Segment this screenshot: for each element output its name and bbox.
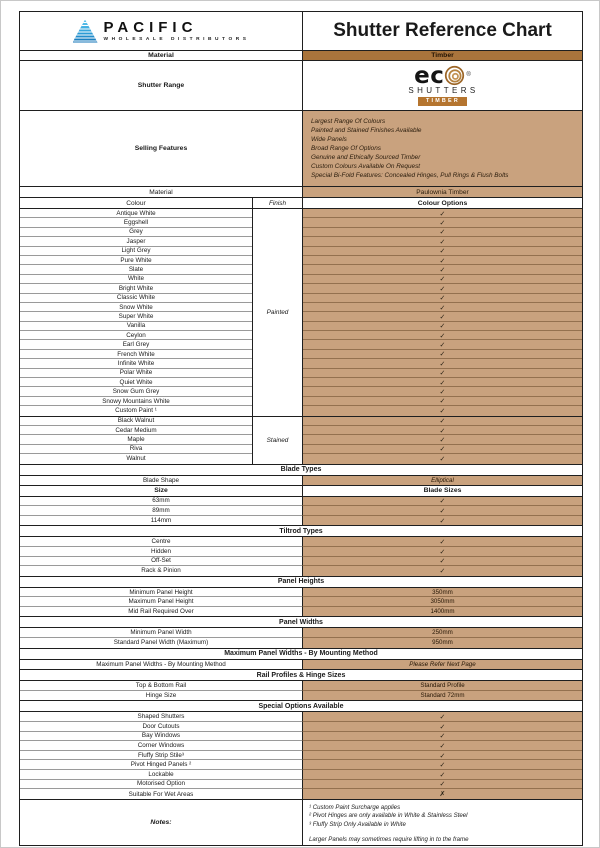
panel-widths-header: Panel Widths bbox=[20, 616, 582, 627]
max-panel-width-rows bbox=[20, 659, 582, 670]
max-panel-widths-header: Maximum Panel Widths - By Mounting Method bbox=[20, 648, 582, 659]
selling-feature-item: Custom Colours Available On Request bbox=[311, 163, 421, 170]
colour-name-cell: Snow White bbox=[20, 303, 252, 312]
spec-label: Lockable bbox=[20, 770, 302, 780]
page-title: Shutter Reference Chart bbox=[302, 12, 582, 50]
colour-option-cell bbox=[303, 275, 582, 284]
colour-option-cell bbox=[303, 397, 582, 406]
footnote-line: ³ Fluffy Strip Only Available in White bbox=[309, 820, 406, 828]
spec-row bbox=[20, 660, 582, 670]
shutter-range-row bbox=[20, 60, 582, 110]
spec-label: Minimum Panel Width bbox=[20, 628, 302, 638]
pacific-triangle-icon bbox=[73, 20, 98, 43]
eco-wood-rings-icon bbox=[444, 65, 465, 86]
colour-name-cell: Cedar Medium bbox=[20, 426, 252, 435]
colour-name-cell: Maple bbox=[20, 435, 252, 444]
check-icon: ✓ bbox=[439, 769, 446, 779]
colour-option-cell bbox=[303, 209, 582, 218]
colour-option-cell bbox=[303, 312, 582, 321]
spec-row bbox=[20, 789, 582, 799]
material-detail-label: Material bbox=[149, 188, 173, 196]
colour-option-cell bbox=[303, 294, 582, 303]
spec-label: Bay Windows bbox=[20, 732, 302, 742]
spec-row bbox=[20, 506, 582, 516]
spec-row bbox=[20, 607, 582, 617]
colour-name-cell: Super White bbox=[20, 312, 252, 321]
selling-feature-item: Genuine and Ethically Sourced Timber bbox=[311, 154, 421, 161]
check-icon: ✓ bbox=[439, 740, 446, 750]
colour-option-cell bbox=[303, 265, 582, 274]
check-icon: ✓ bbox=[439, 515, 446, 525]
check-icon: ✓ bbox=[439, 264, 446, 274]
colour-option-cell bbox=[303, 331, 582, 340]
colour-option-cell bbox=[303, 378, 582, 387]
colour-name-column bbox=[20, 209, 252, 416]
blade-size-rows bbox=[20, 496, 582, 526]
spec-row bbox=[20, 732, 582, 742]
check-icon: ✓ bbox=[439, 377, 446, 387]
check-icon: ✓ bbox=[439, 368, 446, 378]
spec-label: Centre bbox=[20, 537, 302, 547]
spec-row bbox=[20, 741, 582, 751]
spec-value bbox=[302, 547, 582, 557]
spec-label: Motorised Option bbox=[20, 780, 302, 790]
check-icon: ✓ bbox=[439, 731, 446, 741]
colour-name-cell: Quiet White bbox=[20, 378, 252, 387]
painted-colours-group bbox=[20, 208, 582, 416]
check-icon: ✓ bbox=[439, 208, 446, 218]
check-icon: ✓ bbox=[439, 358, 446, 368]
material-detail-row bbox=[20, 186, 582, 197]
special-options-header: Special Options Available bbox=[20, 700, 582, 711]
spec-value bbox=[302, 732, 582, 742]
colour-name-cell: Custom Paint ¹ bbox=[115, 407, 157, 415]
shutter-range-value bbox=[302, 61, 582, 110]
check-icon: ✓ bbox=[439, 425, 446, 435]
header-row bbox=[20, 12, 582, 50]
check-icon: ✓ bbox=[439, 721, 446, 731]
finish-column-header: Finish bbox=[252, 198, 302, 208]
spec-row bbox=[20, 712, 582, 722]
check-icon: ✓ bbox=[439, 444, 446, 454]
colour-name-cell: Vanilla bbox=[20, 322, 252, 331]
spec-label: Maximum Panel Height bbox=[20, 597, 302, 607]
spec-label: Pivot Hinged Panels ² bbox=[20, 760, 302, 770]
panel-height-rows bbox=[20, 587, 582, 617]
spec-row bbox=[20, 588, 582, 598]
check-icon: ✓ bbox=[439, 779, 446, 789]
colour-name-cell: Light Grey bbox=[20, 247, 252, 256]
tiltrod-rows bbox=[20, 536, 582, 575]
spec-label: Maximum Panel Widths - By Mounting Method bbox=[96, 660, 226, 668]
colour-option-cell bbox=[303, 247, 582, 256]
footnote-line: ² Pivot Hinges are only available in White & Stainless Steel bbox=[309, 812, 468, 820]
spec-value: Standard Profile bbox=[302, 681, 582, 691]
check-icon: ✓ bbox=[439, 454, 446, 464]
colour-option-cell bbox=[303, 369, 582, 378]
colour-name-cell: Pure White bbox=[20, 256, 252, 265]
spec-row bbox=[20, 780, 582, 790]
check-icon: ✓ bbox=[439, 293, 446, 303]
colour-option-cell bbox=[303, 322, 582, 331]
colour-name-cell: French White bbox=[20, 350, 252, 359]
check-icon: ✓ bbox=[439, 537, 446, 547]
colour-option-cell bbox=[303, 417, 582, 426]
colour-option-cell bbox=[303, 218, 582, 227]
spec-row bbox=[20, 638, 582, 648]
spec-value: 250mm bbox=[302, 628, 582, 638]
spec-row bbox=[20, 691, 582, 701]
check-icon: ✓ bbox=[439, 246, 446, 256]
spec-row bbox=[20, 770, 582, 780]
spec-value: 3050mm bbox=[302, 597, 582, 607]
notes-body bbox=[302, 800, 582, 845]
spec-label: Hidden bbox=[20, 547, 302, 557]
spec-label: 63mm bbox=[20, 497, 302, 507]
spec-row bbox=[20, 537, 582, 547]
spec-row bbox=[20, 722, 582, 732]
check-icon: ✓ bbox=[439, 566, 446, 576]
spec-row bbox=[20, 751, 582, 761]
cross-icon: ✗ bbox=[439, 789, 446, 799]
spec-label: Hinge Size bbox=[145, 692, 177, 700]
colour-name-cell: Jasper bbox=[20, 237, 252, 246]
colour-name-cell: Classic White bbox=[20, 294, 252, 303]
blade-types-header: Blade Types bbox=[20, 464, 582, 475]
rail-hinge-header: Rail Profiles & Hinge Sizes bbox=[20, 669, 582, 680]
blade-sizes-label: Blade Sizes bbox=[302, 486, 582, 496]
size-header-row bbox=[20, 485, 582, 496]
spec-value: 350mm bbox=[302, 588, 582, 598]
spec-value bbox=[302, 789, 582, 799]
check-icon: ✓ bbox=[439, 311, 446, 321]
colour-table-header bbox=[20, 197, 582, 208]
eco-shutters-word: SHUTTERS bbox=[408, 86, 479, 96]
notes-row bbox=[20, 799, 582, 845]
colour-option-cell bbox=[303, 454, 582, 463]
check-icon: ✓ bbox=[439, 546, 446, 556]
selling-features-list bbox=[302, 111, 582, 186]
colour-option-column bbox=[302, 209, 582, 416]
colour-name-cell: Grey bbox=[20, 228, 252, 237]
size-label: Size bbox=[154, 487, 168, 495]
spec-label: Door Cutouts bbox=[20, 722, 302, 732]
spec-row bbox=[20, 516, 582, 526]
check-icon: ✓ bbox=[439, 496, 446, 506]
spec-value bbox=[302, 566, 582, 576]
colour-option-cell bbox=[303, 228, 582, 237]
check-icon: ✓ bbox=[439, 321, 446, 331]
eco-timber-badge: TIMBER bbox=[418, 97, 467, 106]
colour-name-cell: Polar White bbox=[20, 369, 252, 378]
colour-name-cell: Walnut bbox=[126, 455, 146, 463]
spec-label: Mid Rail Required Over bbox=[128, 608, 194, 616]
spec-row bbox=[20, 557, 582, 567]
colour-name-cell: Riva bbox=[20, 445, 252, 454]
spec-value bbox=[302, 780, 582, 790]
colour-name-cell: White bbox=[20, 275, 252, 284]
check-icon: ✓ bbox=[439, 330, 446, 340]
spec-value bbox=[302, 516, 582, 526]
shutter-range-label: Shutter Range bbox=[137, 82, 185, 89]
notes-label: Notes: bbox=[150, 818, 172, 826]
check-icon: ✓ bbox=[439, 387, 446, 397]
spec-row bbox=[20, 681, 582, 691]
colour-column-header: Colour bbox=[126, 199, 146, 207]
eco-logo-text: ec bbox=[414, 62, 445, 89]
spec-label: Suitable For Wet Areas bbox=[128, 790, 194, 798]
spec-row bbox=[20, 547, 582, 557]
spec-value: Standard 72mm bbox=[302, 691, 582, 701]
selling-feature-item: Largest Range Of Colours bbox=[311, 118, 386, 125]
pacific-logo bbox=[20, 12, 302, 50]
check-icon: ✓ bbox=[439, 283, 446, 293]
footnote-extra: Larger Panels may sometimes require lifting in to the frame bbox=[309, 836, 469, 844]
spec-value: 950mm bbox=[302, 638, 582, 648]
selling-feature-item: Wide Panels bbox=[311, 136, 347, 143]
colour-name-cell: Slate bbox=[20, 265, 252, 274]
material-detail-value: Paulownia Timber bbox=[302, 187, 582, 197]
selling-feature-item: Broad Range Of Options bbox=[311, 145, 381, 152]
blade-shape-label: Blade Shape bbox=[142, 476, 180, 484]
colour-option-cell bbox=[303, 426, 582, 435]
spec-value bbox=[302, 751, 582, 761]
colour-option-cell bbox=[303, 340, 582, 349]
spec-label: Minimum Panel Height bbox=[20, 588, 302, 598]
finish-merged-cell: Painted bbox=[252, 209, 302, 416]
colour-option-cell bbox=[303, 387, 582, 396]
stained-colours-group bbox=[20, 416, 582, 464]
spec-label: Corner Windows bbox=[20, 741, 302, 751]
check-icon: ✓ bbox=[439, 416, 446, 426]
spec-label: Rack & Pinion bbox=[141, 567, 181, 575]
colour-option-cell bbox=[303, 284, 582, 293]
check-icon: ✓ bbox=[439, 236, 446, 246]
spec-value bbox=[302, 760, 582, 770]
brand-tagline: WHOLESALE DISTRIBUTORS bbox=[103, 37, 250, 42]
colour-name-cell: Black Walnut bbox=[20, 417, 252, 426]
brand-name: PACIFIC bbox=[103, 19, 198, 36]
rail-hinge-rows bbox=[20, 680, 582, 700]
spec-label: Off-Set bbox=[20, 557, 302, 567]
spec-value bbox=[302, 712, 582, 722]
colour-option-cell bbox=[303, 303, 582, 312]
spec-value bbox=[302, 722, 582, 732]
check-icon: ✓ bbox=[439, 406, 446, 416]
spec-label: 114mm bbox=[150, 517, 172, 525]
spec-label: Top & Bottom Rail bbox=[20, 681, 302, 691]
spec-value: Please Refer Next Page bbox=[302, 660, 582, 670]
spec-value bbox=[302, 741, 582, 751]
check-icon: ✓ bbox=[439, 434, 446, 444]
selling-features-row bbox=[20, 110, 582, 186]
spec-value bbox=[302, 557, 582, 567]
colour-option-column bbox=[302, 417, 582, 464]
footnote-line: ¹ Custom Paint Surcharge applies bbox=[309, 803, 401, 811]
colour-name-cell: Infinite White bbox=[20, 359, 252, 368]
selling-feature-item: Special Bi-Fold Features: Concealed Hinges, Pull Rings & Flush Bolts bbox=[311, 172, 509, 179]
spec-label: 89mm bbox=[20, 506, 302, 516]
tiltrod-types-header: Tiltrod Types bbox=[20, 525, 582, 536]
spec-row bbox=[20, 597, 582, 607]
material-label: Material bbox=[148, 52, 174, 59]
check-icon: ✓ bbox=[439, 302, 446, 312]
check-icon: ✓ bbox=[439, 340, 446, 350]
blade-shape-value: Elliptical bbox=[302, 476, 582, 485]
selling-feature-item: Painted and Stained Finishes Available bbox=[311, 127, 422, 134]
spec-label: Shaped Shutters bbox=[20, 712, 302, 722]
spec-label: Fluffy Strip Stile³ bbox=[20, 751, 302, 761]
registered-mark: ® bbox=[466, 72, 471, 79]
colour-name-cell: Ceylon bbox=[20, 331, 252, 340]
colour-option-cell bbox=[303, 359, 582, 368]
spec-value bbox=[302, 506, 582, 516]
colour-name-cell: Bright White bbox=[20, 284, 252, 293]
reference-chart-table bbox=[19, 11, 583, 846]
colour-name-cell: Snow Gum Grey bbox=[20, 387, 252, 396]
colour-options-column-header: Colour Options bbox=[302, 198, 582, 208]
spec-label: Standard Panel Width (Maximum) bbox=[113, 639, 209, 647]
finish-merged-cell: Stained bbox=[252, 417, 302, 464]
check-icon: ✓ bbox=[439, 505, 446, 515]
spec-row bbox=[20, 497, 582, 507]
colour-name-column bbox=[20, 417, 252, 464]
colour-name-cell: Antique White bbox=[20, 209, 252, 218]
spec-row bbox=[20, 628, 582, 638]
material-row bbox=[20, 50, 582, 60]
check-icon: ✓ bbox=[439, 255, 446, 265]
spec-value bbox=[302, 497, 582, 507]
panel-heights-header: Panel Heights bbox=[20, 576, 582, 587]
check-icon: ✓ bbox=[439, 396, 446, 406]
colour-option-cell bbox=[303, 350, 582, 359]
colour-option-cell bbox=[303, 435, 582, 444]
colour-name-cell: Snowy Mountains White bbox=[20, 397, 252, 406]
material-value: Timber bbox=[302, 51, 582, 60]
special-option-rows bbox=[20, 711, 582, 798]
colour-option-cell bbox=[303, 406, 582, 415]
check-icon: ✓ bbox=[439, 349, 446, 359]
check-icon: ✓ bbox=[439, 227, 446, 237]
check-icon: ✓ bbox=[439, 274, 446, 284]
check-icon: ✓ bbox=[439, 217, 446, 227]
colour-option-cell bbox=[303, 256, 582, 265]
eco-shutters-logo bbox=[406, 62, 479, 105]
spec-row bbox=[20, 566, 582, 576]
check-icon: ✓ bbox=[439, 750, 446, 760]
colour-option-cell bbox=[303, 445, 582, 454]
check-icon: ✓ bbox=[439, 760, 446, 770]
spec-value bbox=[302, 537, 582, 547]
colour-option-cell bbox=[303, 237, 582, 246]
spec-row bbox=[20, 760, 582, 770]
check-icon: ✓ bbox=[439, 556, 446, 566]
check-icon: ✓ bbox=[439, 712, 446, 722]
spec-value bbox=[302, 770, 582, 780]
blade-shape-row bbox=[20, 475, 582, 485]
spec-value: 1400mm bbox=[302, 607, 582, 617]
selling-features-label: Selling Features bbox=[134, 145, 188, 152]
colour-name-cell: Earl Grey bbox=[20, 340, 252, 349]
panel-width-rows bbox=[20, 627, 582, 647]
colour-name-cell: Eggshell bbox=[20, 218, 252, 227]
